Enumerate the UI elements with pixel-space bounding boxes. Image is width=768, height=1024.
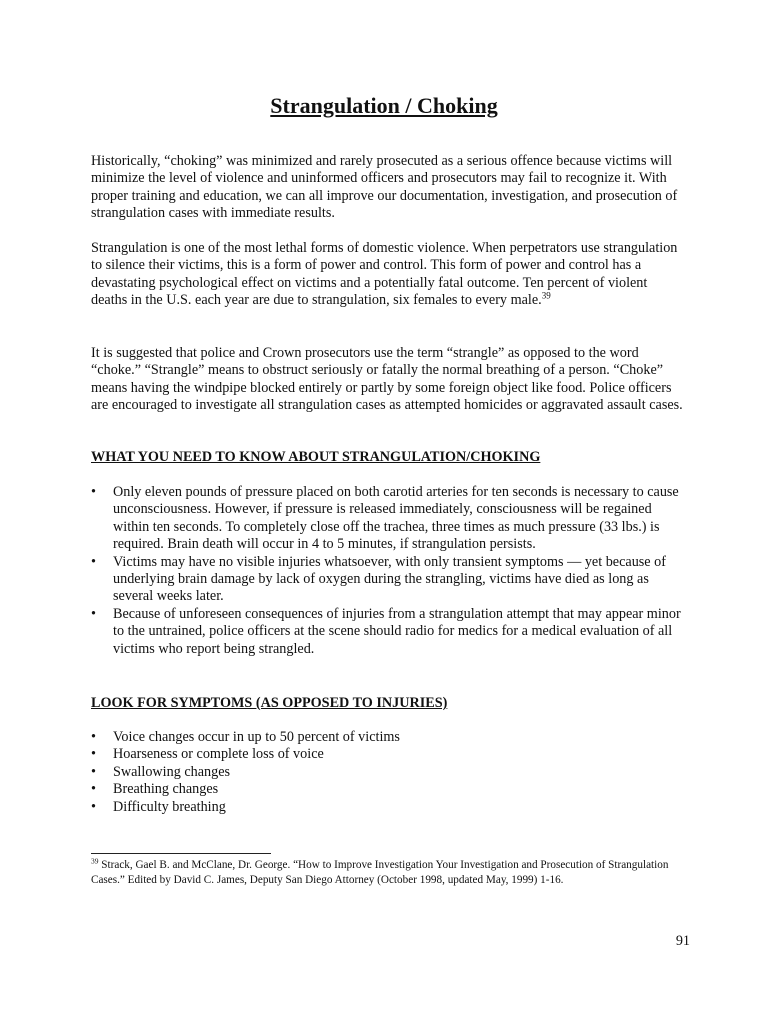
list-item bbox=[91, 764, 691, 781]
bullet-icon: • bbox=[91, 553, 96, 570]
list-item bbox=[91, 729, 691, 746]
bullet-icon: • bbox=[91, 798, 96, 815]
section-heading-symptoms: LOOK FOR SYMPTOMS (AS OPPOSED TO INJURIES) bbox=[91, 695, 448, 711]
list-item bbox=[91, 746, 691, 763]
bullet-icon: • bbox=[91, 484, 96, 500]
bullet-icon: • bbox=[91, 729, 96, 745]
intro-paragraph: Historically, “choking” was minimized and rarely prosecuted as a serious offence because victims will minimize the level of violence and uninformed officers and prosecutors may fail to recognize it. With proper training and education, we can all improve our documentation, investigation, and prosecution of strangulation cases with immediate results. bbox=[91, 153, 678, 222]
list-item-text: Swallowing changes bbox=[113, 763, 231, 780]
bullet-icon: • bbox=[91, 781, 96, 798]
bullet-icon: • bbox=[91, 763, 96, 780]
list-item bbox=[91, 484, 691, 554]
list-item-text: Difficulty breathing bbox=[113, 798, 226, 815]
page-number: 91 bbox=[675, 933, 690, 949]
footnote-number: 39 bbox=[91, 856, 99, 866]
symptoms-list bbox=[91, 729, 691, 816]
section-heading-what-to-know: WHAT YOU NEED TO KNOW ABOUT STRANGULATION/CHOKING bbox=[91, 449, 541, 465]
footnote-divider bbox=[91, 853, 271, 854]
list-item bbox=[91, 799, 691, 816]
footnote bbox=[91, 858, 686, 888]
bullet-icon: • bbox=[91, 746, 96, 763]
list-item bbox=[91, 606, 691, 658]
bullet-icon: • bbox=[91, 605, 96, 622]
list-item-text: Only eleven pounds of pressure placed on both carotid arteries for ten seconds is necessary to cause unconsciousness. However, if pressure is released immediately, consciousness will be regained within ten seconds. To completely close off the trachea, three times as much pressure (33 lbs.) is required. Brain death will occur in 4 to 5 minutes, if strangulation persists. bbox=[113, 484, 679, 553]
lethality-paragraph bbox=[91, 240, 686, 310]
page-title: Strangulation / Choking bbox=[270, 93, 498, 118]
list-item bbox=[91, 554, 691, 606]
footnote-text: Strack, Gael B. and McClane, Dr. George. “How to Improve Investigation Your Investigation and Prosecution of Strangulation Cases.” Edited by David C. James, Deputy San Diego Attorney (October 1998, updated May, 1999) 1-16. bbox=[91, 859, 669, 887]
list-item-text: Breathing changes bbox=[113, 781, 219, 798]
list-item-text: Victims may have no visible injuries whatsoever, with only transient symptoms — yet because of underlying brain damage by lack of oxygen during the strangling, victims have died as long as several weeks later. bbox=[113, 553, 666, 605]
list-item-text: Because of unforeseen consequences of injuries from a strangulation attempt that may appear minor to the untrained, police officers at the scene should radio for medics for a medical evaluation of all victims who report being strangled. bbox=[113, 605, 681, 657]
terminology-paragraph: It is suggested that police and Crown prosecutors use the term “strangle” as opposed to the word “choke.” “Strangle” means to obstruct seriously or fatally the normal breathing of a person. “Choke” means having the windpipe blocked entirely or partly by some foreign object like food. Police officers are encouraged to investigate all strangulation cases as attempted homicides or aggravated assault cases. bbox=[91, 345, 683, 414]
list-item-text: Hoarseness or complete loss of voice bbox=[113, 746, 324, 763]
lethality-paragraph-text: Strangulation is one of the most lethal forms of domestic violence. When perpetrators use strangulation to silence their victims, this is a form of power and control. This form of power and control has a devastating psychological effect on victims and a potentially fatal outcome. Ten percent of violent deaths in the U.S. each year are due to strangulation, six females to every male. bbox=[91, 240, 678, 309]
what-to-know-list bbox=[91, 484, 691, 658]
footnote-reference: 39 bbox=[541, 290, 551, 301]
list-item bbox=[91, 781, 691, 798]
list-item-text: Voice changes occur in up to 50 percent of victims bbox=[113, 729, 400, 745]
